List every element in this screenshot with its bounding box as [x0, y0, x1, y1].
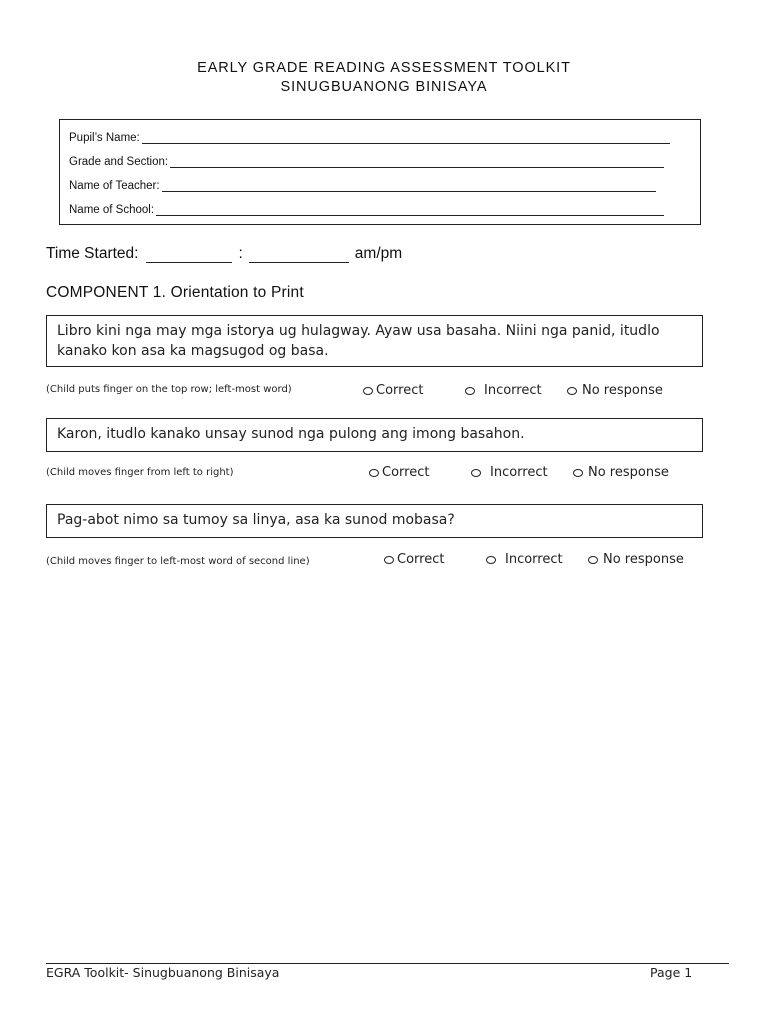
radio-icon [369, 469, 379, 477]
radio-icon [573, 469, 583, 477]
option-correct-2[interactable] [369, 465, 429, 480]
time-started-row [46, 245, 402, 263]
teacher-label: Name of Teacher: [69, 180, 160, 192]
document-subtitle: SINUGBUANONG BINISAYA [280, 79, 488, 95]
prompt-box-3 [46, 504, 703, 538]
option-incorrect-1[interactable] [465, 383, 542, 398]
option-correct-1[interactable] [363, 383, 423, 398]
teacher-row [69, 180, 656, 192]
radio-icon [567, 387, 577, 395]
pupil-info-box [59, 119, 701, 225]
page-number: Page 1 [650, 965, 693, 980]
option-correct-3[interactable] [384, 552, 444, 567]
option-label: Incorrect [490, 465, 548, 480]
component-heading: COMPONENT 1. Orientation to Print [46, 284, 304, 301]
pupil-name-field[interactable] [142, 132, 670, 144]
teacher-field[interactable] [162, 180, 656, 192]
option-label: No response [603, 552, 684, 567]
option-label: Correct [376, 383, 424, 398]
radio-icon [471, 469, 481, 477]
grade-section-label: Grade and Section: [69, 156, 169, 168]
prompt-text-3: Pag-abot nimo sa tumoy sa linya, asa ka sunod mobasa? [57, 512, 455, 528]
option-label: Incorrect [505, 552, 563, 567]
grade-section-row [69, 156, 664, 168]
option-label: Incorrect [484, 383, 542, 398]
time-started-label: Time Started [46, 245, 135, 262]
instruction-note-2: (Child moves finger from left to right) [46, 467, 234, 478]
option-incorrect-2[interactable] [471, 465, 548, 480]
instruction-note-3: (Child moves finger to left-most word of second line) [46, 556, 310, 567]
instruction-note-1: (Child puts finger on the top row; left-most word) [46, 384, 292, 395]
option-no-response-3[interactable] [588, 552, 684, 567]
time-minute-field[interactable] [249, 248, 349, 263]
footer-title: EGRA Toolkit- Sinugbuanong Binisaya [46, 965, 280, 980]
pupil-name-label: Pupil’s Name: [69, 132, 140, 144]
option-incorrect-3[interactable] [486, 552, 563, 567]
prompt-box-2 [46, 418, 703, 452]
option-no-response-2[interactable] [573, 465, 669, 480]
time-separator: : [238, 245, 243, 262]
radio-icon [486, 556, 496, 564]
document-title: EARLY GRADE READING ASSESSMENT TOOLKIT [197, 60, 571, 76]
pupil-name-row [69, 132, 670, 144]
radio-icon [384, 556, 394, 564]
option-label: No response [582, 383, 663, 398]
option-label: Correct [397, 552, 445, 567]
prompt-box-1 [46, 315, 703, 367]
radio-icon [465, 387, 475, 395]
prompt-text-1: Libro kini nga may mga istorya ug hulagway. Ayaw usa basaha. Niini nga panid, itudlo kanako kon asa ka magsugod og basa. [57, 323, 660, 359]
radio-icon [588, 556, 598, 564]
grade-section-field[interactable] [170, 156, 664, 168]
school-row [69, 204, 664, 216]
time-hour-field[interactable] [146, 248, 232, 263]
option-no-response-1[interactable] [567, 383, 663, 398]
option-label: Correct [382, 465, 430, 480]
time-started-colon: : [134, 245, 139, 262]
time-ampm: am/pm [354, 245, 403, 262]
option-label: No response [588, 465, 669, 480]
school-label: Name of School: [69, 204, 155, 216]
radio-icon [363, 387, 373, 395]
school-field[interactable] [156, 204, 664, 216]
prompt-text-2: Karon, itudlo kanako unsay sunod nga pulong ang imong basahon. [57, 426, 525, 442]
footer-divider [46, 963, 729, 964]
